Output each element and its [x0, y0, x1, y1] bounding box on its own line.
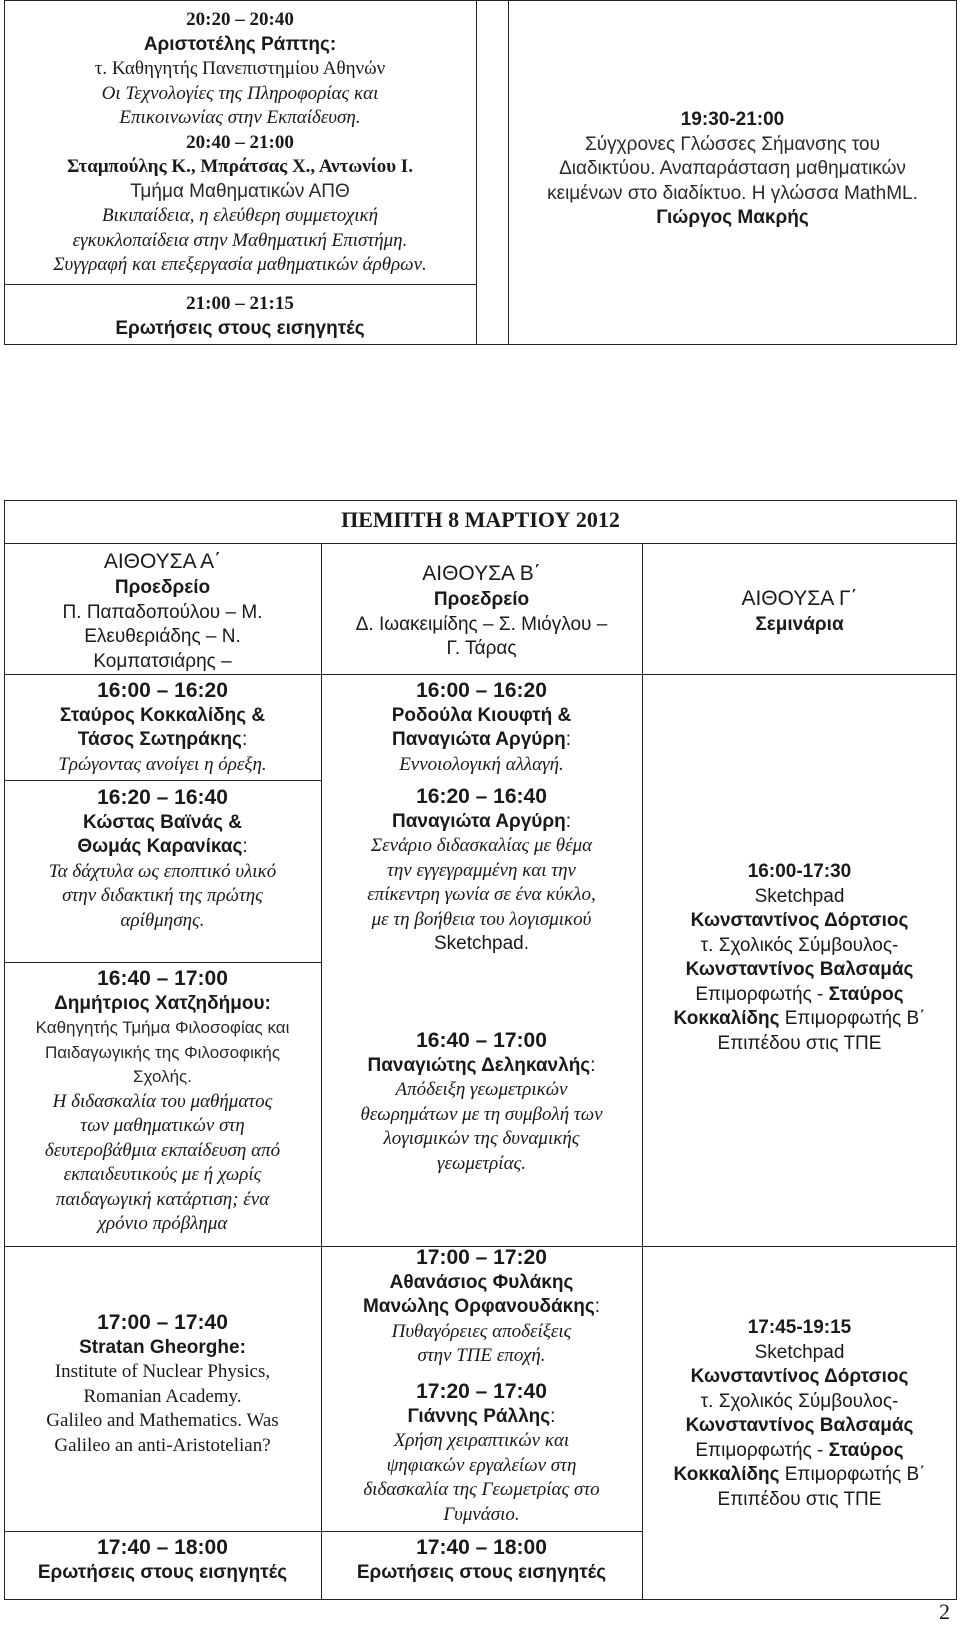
talk-title: χρόνιο πρόβλημα — [97, 1213, 228, 1234]
speaker-name-part: Θωμάς Καρανίκας — [77, 836, 243, 857]
speaker-name: Αριστοτέλης Ράπτης: — [143, 33, 337, 55]
session-time: 17:00 – 17:40 — [97, 1311, 228, 1334]
session-time: 17:45-19:15 — [747, 1317, 852, 1338]
session-time: 16:00-17:30 — [747, 861, 852, 882]
speaker-role: Επιπέδου στις ΤΠΕ — [717, 1032, 882, 1054]
speaker-name: Αθανάσιος Φυλάκης — [389, 1271, 574, 1293]
speaker-role-part: Επιμορφωτής - — [695, 1439, 829, 1461]
workshop-topic: Sketchpad — [754, 1341, 845, 1363]
session-time: 16:20 – 16:40 — [97, 786, 228, 809]
room-b-talk-3 — [321, 1029, 642, 1176]
questions-label: Ερωτήσεις στους εισηγητές — [37, 1561, 288, 1583]
session-time: 16:00 – 16:20 — [416, 679, 547, 702]
talk-title: Γυμνάσιο. — [443, 1503, 520, 1525]
speaker-role-part: Επιμορφωτής - — [695, 983, 829, 1005]
talk-title: Οι Τεχνολογίες της Πληροφορίας και — [101, 82, 379, 104]
speaker-name: Κωνσταντίνος Δόρτσιος — [690, 1366, 909, 1387]
room-a-header — [4, 548, 321, 674]
session-time: 20:20 – 20:40 — [186, 9, 294, 30]
speaker-name: Stratan Gheorghe: — [79, 1336, 246, 1358]
room-c-header — [642, 585, 957, 638]
talk-title: δευτεροβάθμια εκπαίδευση από — [44, 1139, 281, 1161]
room-b-talk-2 — [321, 785, 642, 957]
questions-label: Ερωτήσεις στους εισηγητές — [115, 317, 365, 339]
room-a-talk-3 — [4, 967, 321, 1237]
talk-title: παιδαγωγική κατάρτιση; ένα — [55, 1188, 270, 1210]
talk-title: κειμένων στο διαδίκτυο. Η γλώσσα MathML. — [547, 182, 918, 204]
room-c-workshop-2 — [642, 1316, 957, 1512]
speaker-name — [321, 1295, 642, 1320]
top-left-questions-cell — [4, 292, 476, 341]
top-table-row-divider — [4, 284, 477, 285]
session-time: 19:30-21:00 — [680, 109, 785, 130]
talk-title: Τα δάχτυλα ως εποπτικό υλικό — [48, 860, 277, 882]
speaker-role — [642, 1439, 957, 1464]
talk-title: Συγγραφή και επεξεργασία μαθηματικών άρθρων. — [53, 254, 427, 275]
talk-title: Σενάριο διδασκαλίας με θέμα — [370, 835, 593, 856]
speaker-name: Κωνσταντίνος Δόρτσιος — [690, 910, 909, 931]
talk-title: αρίθμησης. — [120, 909, 205, 931]
room-a-talk-2 — [4, 786, 321, 933]
speaker-name — [4, 728, 321, 753]
talk-title: Επικοινωνίας στην Εκπαίδευση. — [119, 107, 361, 128]
top-right-cell — [508, 108, 957, 231]
board-members: Ελευθεριάδης – Ν. — [84, 626, 241, 647]
speaker-role-part: Επιμορφωτής Β΄ — [779, 1464, 926, 1485]
speaker-affiliation: Παιδαγωγικής της Φιλοσοφικής — [44, 1042, 281, 1062]
speaker-colon: : — [241, 729, 248, 750]
speaker-name: Κωνσταντίνος Βαλσαμάς — [685, 1415, 914, 1436]
session-time: 16:40 – 17:00 — [416, 1029, 547, 1052]
row-divider — [642, 1246, 957, 1247]
room-b-header — [321, 560, 642, 662]
talk-title: Σύγχρονες Γλώσσες Σήμανσης του — [585, 133, 880, 155]
speaker-name — [321, 810, 642, 835]
board-label: Προεδρείο — [114, 577, 211, 598]
speaker-name: Σταύρος Κοκκαλίδης & — [59, 704, 266, 726]
board-members: Γ. Τάρας — [446, 638, 517, 659]
talk-title: Sketchpad. — [433, 933, 530, 954]
day-title: ΠΕΜΠΤΗ 8 ΜΑΡΤΙΟΥ 2012 — [341, 507, 620, 532]
room-a-talk-1 — [4, 679, 321, 777]
day-header — [4, 506, 957, 534]
questions-label: Ερωτήσεις στους εισηγητές — [356, 1561, 607, 1583]
row-divider — [4, 1246, 322, 1247]
board-members: Π. Παπαδοπούλου – Μ. — [62, 601, 263, 623]
speaker-colon: : — [565, 729, 571, 750]
row-divider — [4, 1531, 322, 1532]
talk-title: Απόδειξη γεωμετρικών — [395, 1079, 568, 1100]
page-number: 2 — [939, 1599, 950, 1624]
talk-title: λογισμικών της δυναμικής — [383, 1128, 580, 1149]
top-left-cell — [4, 8, 476, 278]
talk-title: ψηφιακών εργαλείων στη — [386, 1454, 577, 1476]
speaker-name-part: Κοκκαλίδης — [673, 1464, 780, 1485]
talk-title: Galileo and Mathematics. Was — [46, 1410, 279, 1431]
talk-title: την εγγεγραμμένη και την — [387, 859, 576, 881]
speaker-name — [321, 1054, 642, 1079]
row-divider — [4, 780, 322, 781]
speaker-name-part: Γιάννης Ράλλης — [407, 1405, 551, 1427]
speaker-colon: : — [550, 1405, 556, 1427]
room-b-talk-4 — [321, 1246, 642, 1369]
session-time: 16:00 – 16:20 — [97, 679, 228, 702]
speaker-name-part: Κοκκαλίδης — [673, 1008, 780, 1029]
talk-title: θεωρημάτων με τη συμβολή των — [360, 1103, 603, 1125]
talk-title: στην διδακτική της πρώτης — [62, 885, 263, 906]
talk-title: Πυθαγόρειες αποδείξεις — [391, 1320, 572, 1342]
speaker-name: Κωνσταντίνος Βαλσαμάς — [685, 959, 914, 980]
speaker-name-part: Παναγιώτα Αργύρη — [392, 729, 566, 750]
talk-title: στην ΤΠΕ εποχή. — [417, 1345, 546, 1366]
speaker-name — [321, 728, 642, 753]
speaker-name: Σταμπούλης Κ., Μπράτσας Χ., Αντωνίου Ι. — [67, 156, 413, 177]
speaker-role — [642, 1007, 957, 1032]
speaker-colon: : — [590, 1054, 596, 1076]
speaker-name: Γιώργος Μακρής — [656, 207, 809, 228]
board-members: Δ. Ιωακειμίδης – Σ. Μιόγλου – — [355, 613, 608, 635]
speaker-role — [642, 983, 957, 1008]
row-divider — [4, 674, 322, 675]
speaker-colon: : — [565, 810, 571, 832]
talk-title: εκπαιδευτικούς με ή χωρίς — [63, 1164, 262, 1185]
talk-title: Βικιπαίδεια, η ελεύθερη συμμετοχική — [101, 205, 379, 226]
speaker-name: Κώστας Βαϊνάς & — [83, 811, 242, 833]
speaker-affiliation: Institute of Nuclear Physics, — [54, 1361, 271, 1382]
board-members: Κομπατσιάρης – — [93, 650, 232, 672]
room-name: ΑΙΘΟΥΣΑ Γ΄ — [741, 587, 858, 610]
session-time: 16:20 – 16:40 — [416, 785, 547, 808]
speaker-name-part: Σταύρος — [828, 983, 904, 1005]
session-time: 16:40 – 17:00 — [97, 967, 228, 990]
room-b-questions — [321, 1536, 642, 1585]
row-divider — [321, 674, 643, 675]
talk-title: με τη βοήθεια του λογισμικού — [371, 908, 592, 930]
room-name: ΑΙΘΟΥΣΑ Α΄ — [103, 550, 222, 573]
talk-title: Εννοιολογική αλλαγή. — [399, 753, 564, 775]
talk-title: των μαθηματικών στη — [80, 1115, 245, 1136]
room-subtitle: Σεμινάρια — [755, 614, 844, 635]
session-time: 20:40 – 21:00 — [186, 131, 294, 153]
board-label: Προεδρείο — [433, 589, 530, 610]
session-time: 17:20 – 17:40 — [416, 1380, 547, 1403]
speaker-name-part: Σταύρος — [828, 1439, 904, 1461]
row-divider — [321, 1531, 643, 1532]
speaker-colon: : — [242, 836, 248, 857]
talk-title: Διαδικτύου. Αναπαράσταση μαθηματικών — [559, 158, 906, 179]
row-divider — [642, 674, 957, 675]
room-name: ΑΙΘΟΥΣΑ Β΄ — [422, 562, 541, 585]
speaker-name — [321, 1405, 642, 1430]
speaker-role: τ. Σχολικός Σύμβουλος- — [700, 1390, 899, 1412]
talk-title: Galileo an anti-Aristotelian? — [54, 1434, 271, 1456]
speaker-affiliation: Καθηγητής Τμήμα Φιλοσοφίας και — [35, 1018, 290, 1037]
talk-title: Χρήση χειραπτικών και — [393, 1430, 570, 1451]
speaker-role: Επιπέδου στις ΤΠΕ — [717, 1488, 882, 1510]
speaker-role-part: Επιμορφωτής Β΄ — [779, 1008, 926, 1029]
room-a-talk-4 — [4, 1311, 321, 1458]
speaker-name-part: Τάσος Σωτηράκης — [77, 729, 242, 750]
talk-title: γεωμετρίας. — [436, 1152, 527, 1174]
speaker-name-part: Παναγιώτα Αργύρη — [392, 810, 566, 832]
workshop-topic: Sketchpad — [754, 885, 845, 907]
speaker-name-part: Μανώλης Ορφανουδάκης — [362, 1296, 595, 1317]
speaker-affiliation: Τμήμα Μαθηματικών ΑΠΘ — [130, 180, 350, 202]
day-header-divider — [4, 543, 957, 544]
session-time: 17:40 – 18:00 — [97, 1536, 228, 1559]
talk-title: Η διδασκαλία του μαθήματος — [52, 1090, 273, 1112]
room-b-talk-1 — [321, 679, 642, 777]
room-b-talk-5 — [321, 1380, 642, 1527]
speaker-affiliation: Romanian Academy. — [83, 1385, 242, 1407]
speaker-name: Δημήτριος Χατζηδήμου: — [54, 992, 271, 1014]
session-time: 17:40 – 18:00 — [416, 1536, 547, 1559]
speaker-name-part: Παναγιώτης Δεληκανλής — [367, 1054, 591, 1076]
speaker-role: τ. Σχολικός Σύμβουλος- — [700, 934, 899, 956]
top-table-divider — [476, 0, 477, 345]
speaker-affiliation: τ. Καθηγητής Πανεπιστημίου Αθηνών — [94, 58, 386, 79]
speaker-name: Ροδούλα Κιουφτή & — [391, 704, 572, 726]
row-divider — [4, 962, 322, 963]
talk-title: επίκεντρη γωνία σε ένα κύκλο, — [367, 884, 596, 905]
talk-title: διδασκαλία της Γεωμετρίας στο — [363, 1479, 600, 1500]
session-time: 21:00 – 21:15 — [186, 293, 294, 314]
talk-title: Τρώγοντας ανοίγει η όρεξη. — [58, 753, 267, 775]
room-a-questions — [4, 1536, 321, 1585]
room-c-workshop-1 — [642, 860, 957, 1056]
speaker-name — [4, 835, 321, 860]
speaker-role — [642, 1463, 957, 1488]
talk-title: εγκυκλοπαίδεια στην Μαθηματική Επιστήμη. — [72, 229, 408, 251]
speaker-colon: : — [594, 1296, 601, 1317]
session-time: 17:00 – 17:20 — [416, 1246, 547, 1269]
speaker-affiliation: Σχολής. — [133, 1067, 192, 1086]
